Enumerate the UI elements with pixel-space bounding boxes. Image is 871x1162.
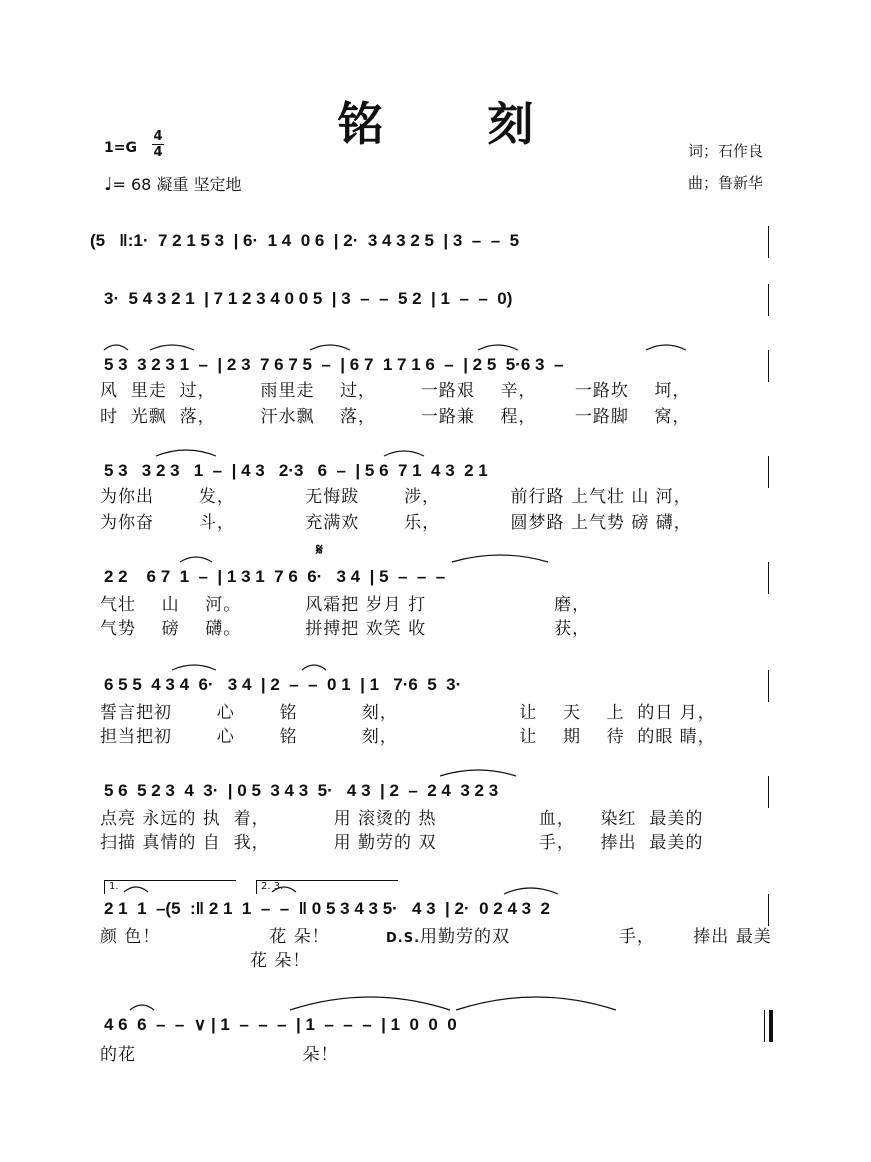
key-signature: 1=G (104, 140, 137, 156)
slur (440, 770, 516, 776)
notes-row-1: (5 ‖:1· 7 2 1 5 3 | 6· 1 4 0 6 | 2· 3 4 3 2 5 | 3 – – 5 (90, 231, 520, 250)
lyrics-row-9-verse-1: 的花 朵！ (100, 1045, 339, 1065)
slur (130, 1005, 154, 1010)
lyrics-row-5-verse-2: 气势 磅 礴。 拼搏把 欢笑 收 获， (100, 619, 591, 639)
slur (124, 887, 148, 892)
slur (310, 345, 350, 350)
dal-segno-marking: D.S. (386, 931, 421, 946)
lyrics-row-3-verse-2: 时 光飘 落， 汗水飘 落， 一路兼 程， 一路脚 窝， (100, 407, 691, 427)
volta-1-label: 1. (109, 881, 119, 892)
slur (150, 345, 194, 350)
notes-row-9: 4 6 6 – – ∨ | 1 – – – | 1 – – – | 1 0 0 0 (104, 1015, 457, 1034)
composer: 曲；鲁新华 (688, 174, 764, 192)
slur (456, 997, 616, 1010)
quarter-note-icon: ♩ (104, 174, 113, 195)
notes-row-8: 2 1 1 –(5 :‖ 2 1 1 – – ‖ 0 5 3 4 3 5· 4 3 | 2· 0 2 4 3 2 (104, 899, 550, 918)
time-signature-bottom: 4 (153, 145, 163, 160)
lyrics-row-8-verse-1: 颜 色！ 花 朵！ (100, 927, 330, 947)
segno-icon: 𝄋 (316, 542, 323, 559)
notes-row-3: 5 3 3 2 3 1 – | 2 3 7 6 7 5 – | 6 7 1 7 1 6 – | 2 5 5·6 3 – (104, 355, 564, 374)
slur (172, 665, 216, 670)
lyrics-row-8-continuation: 用勤劳的双 手， 捧出 最美 (420, 927, 772, 947)
lyrics-row-6-verse-1: 誓言把初 心 铭 刻， 让 天 上 的日 月， (100, 703, 716, 723)
slur (478, 345, 518, 350)
lyrics-row-4-verse-1: 为你出 发， 无悔跋 涉， 前行路 上气壮 山 河， (100, 487, 692, 507)
lyricist: 词；石作良 (688, 142, 764, 160)
slur (504, 888, 558, 894)
time-signature-top: 4 (153, 129, 163, 144)
slur (272, 887, 296, 892)
slur (384, 451, 424, 456)
slur (302, 665, 326, 670)
volta-2-label: 2. 3. (261, 881, 284, 892)
slur (452, 555, 548, 562)
notes-row-7: 5 6 5 2 3 4 3· | 0 5 3 4 3 5· 4 3 | 2 – 2 4 3 2 3 (104, 781, 499, 800)
tempo-text: = 68 凝重 坚定地 (112, 175, 242, 194)
notes-row-6: 6 5 5 4 3 4 6· 3 4 | 2 – – 0 1 | 1 7·6 5 3· (104, 675, 462, 694)
lyrics-row-6-verse-2: 担当把初 心 铭 刻， 让 期 待 的眼 睛， (100, 727, 716, 747)
lyrics-row-7-verse-1: 点亮 永远的 执 着， 用 滚烫的 热 血， 染红 最美的 (100, 809, 704, 829)
notes-row-4: 5 3 3 2 3 1 – | 4 3 2·3 6 – | 5 6 7 1 4 3 2 1 (104, 461, 488, 480)
slur (156, 450, 216, 456)
slur (180, 557, 212, 562)
slur (290, 997, 450, 1010)
notes-row-2: 3· 5 4 3 2 1 | 7 1 2 3 4 0 0 5 | 3 – – 5 2 | 1 – – 0) (104, 289, 513, 308)
song-title: 铭 刻 (337, 97, 578, 151)
slur (104, 345, 128, 350)
lyrics-row-8-verse-2: 花 朵！ (250, 951, 311, 971)
lyrics-row-5-verse-1: 气壮 山 河。 风霜把 岁月 打 磨， (100, 595, 591, 615)
lyrics-row-7-verse-2: 扫描 真情的 自 我， 用 勤劳的 双 手， 捧出 最美的 (100, 833, 704, 853)
slur (646, 345, 686, 350)
notes-row-5: 2 2 6 7 1 – | 1 3 1 7 6 6· 3 4 | 5 – – – (104, 567, 446, 586)
lyrics-row-4-verse-2: 为你奋 斗， 充满欢 乐， 圆梦路 上气势 磅 礴， (100, 513, 692, 533)
lyrics-row-3-verse-1: 风 里走 过， 雨里走 过， 一路艰 辛， 一路坎 坷， (100, 381, 691, 401)
